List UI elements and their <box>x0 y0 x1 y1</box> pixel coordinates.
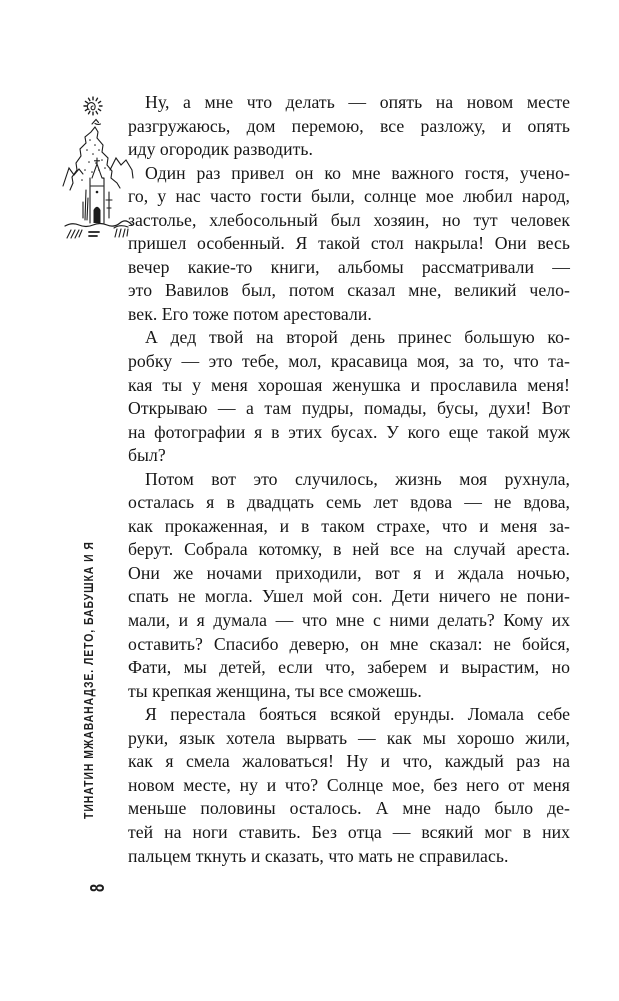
paragraph <box>128 703 570 868</box>
text-line: меньше половины осталось. А мне надо было де- <box>128 798 570 819</box>
text-line: это Вавилов был, потом сказал мне, великий чело- <box>128 280 570 301</box>
text-line: ты крепкая женщина, ты все сможешь. <box>128 680 422 701</box>
text-line: застолье, хлебосольный был хозяин, но тут человек <box>128 209 570 230</box>
text-line: берут. Собрала котомку, в ней все на случай ареста. <box>128 539 570 560</box>
text-line: робку — это тебе, мол, красавица моя, за то, что та- <box>128 351 570 372</box>
paragraph <box>128 162 570 327</box>
text-line: новом месте, ну и что? Солнце мое, без него от меня <box>128 774 570 795</box>
paragraph <box>128 468 570 703</box>
paragraph <box>128 91 570 162</box>
mountain-church-icon <box>63 120 133 239</box>
paragraph <box>128 326 570 467</box>
text-line: на фотографии я в этих бусах. У кого еще такой муж <box>128 421 570 442</box>
page-number: 8 <box>87 883 109 893</box>
text-line: пальцем ткнуть и сказать, что мать не справилась. <box>128 845 509 866</box>
text-line: был? <box>128 445 166 466</box>
text-line: Фати, мы детей, если что, заберем и вырастим, но <box>128 657 570 678</box>
text-line: как я смела жаловаться! Ну и что, каждый раз на <box>128 751 570 772</box>
text-line: иду огородик разводить. <box>128 139 313 160</box>
text-line: вечер какие-то книги, альбомы рассматривали — <box>128 256 570 277</box>
text-line: пришел особенный. Я такой стол накрыла! Они весь <box>128 233 570 254</box>
text-line: Один раз привел он ко мне важного гостя, учено- <box>145 162 570 183</box>
text-line: спать не могла. Ушел мой сон. Дети ничего не пони- <box>128 586 570 607</box>
text-line: Потом вот это случилось, жизнь моя рухнула, <box>145 468 570 489</box>
sun-icon <box>84 97 102 115</box>
text-line: как прокаженная, и в таком страхе, что и меня за- <box>128 515 570 536</box>
body-text <box>128 91 570 868</box>
text-line: Они же ночами приходили, вот я и ждала ночью, <box>128 562 570 583</box>
text-line: кая ты у меня хорошая женушка и прославила меня! <box>128 374 570 395</box>
text-line: Я перестала бояться всякой ерунды. Ломала себе <box>145 704 570 725</box>
text-line: век. Его тоже потом арестовали. <box>128 303 372 324</box>
text-line: А дед твой на второй день принес большую ко- <box>145 327 570 348</box>
text-line: руки, язык хотела вырвать — как мы хорошо жили, <box>128 727 570 748</box>
text-line: Открываю — а там пудры, помады, бусы, духи! Вот <box>128 398 570 419</box>
text-line: мали, и я думала — что мне с ними делать? Кому их <box>128 610 570 631</box>
chapter-ornament-illustration <box>62 90 134 240</box>
text-line: оставить? Спасибо деверю, он мне сказал: не бойся, <box>128 633 570 654</box>
text-line: Ну, а мне что делать — опять на новом месте <box>145 92 570 112</box>
spine-title: ТИНАТИН МЖАВАНАДЗЕ. ЛЕТО, БАБУШКА И Я <box>81 541 96 819</box>
text-line: го, у нас часто гости были, солнце мое любил народ, <box>128 186 570 207</box>
text-line: осталась я в двадцать семь лет вдова — не вдова, <box>128 492 570 513</box>
text-line: тей на ноги ставить. Без отца — всякий мог в них <box>128 821 570 842</box>
text-line: разгружаюсь, дом перемою, все разложу, и опять <box>128 115 570 136</box>
